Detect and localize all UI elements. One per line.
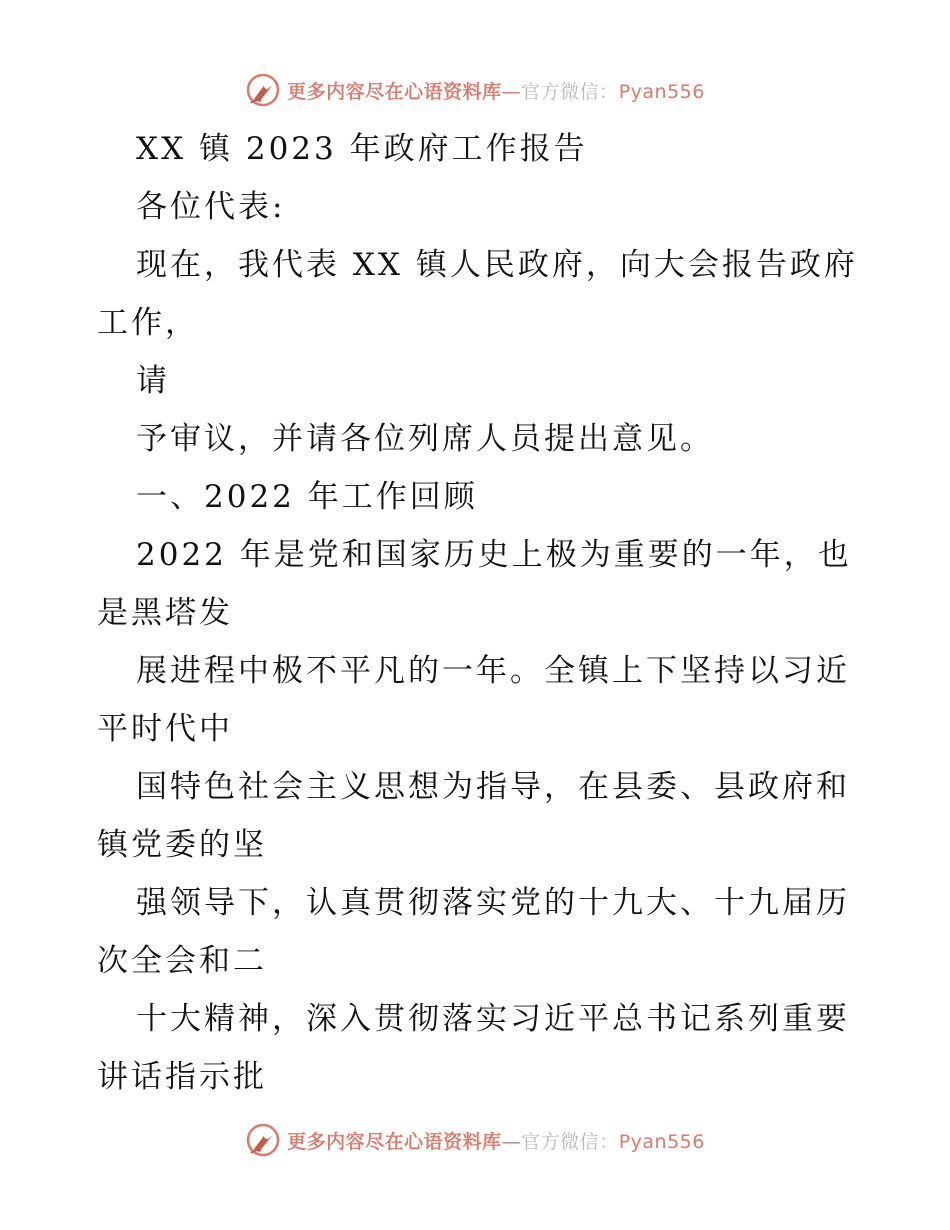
paragraph-line: 予审议，并请各位列席人员提出意见。	[136, 421, 714, 457]
paragraph-line: 讲话指示批	[97, 1059, 267, 1095]
paragraph-line: 现在，我代表 XX 镇人民政府，向大会报告政府	[136, 247, 858, 283]
footer-watermark	[0, 1120, 950, 1160]
pen-nib-logo-icon	[245, 1122, 281, 1158]
watermark-wechat-id: Pyan556	[618, 1130, 705, 1153]
watermark-brand-text: 更多内容尽在心语资料库	[287, 1130, 502, 1153]
paragraph-line: 强领导下，认真贯彻落实党的十九大、十九届历	[136, 885, 850, 921]
paragraph-line: 展进程中极不平凡的一年。全镇上下坚持以习近	[136, 653, 850, 689]
paragraph-line: 2022 年是党和国家历史上极为重要的一年，也	[136, 537, 852, 573]
watermark-separator: —	[501, 1130, 522, 1153]
watermark-official-label: 官方微信：	[521, 1130, 619, 1153]
watermark-official-label: 官方微信：	[521, 80, 619, 103]
paragraph-line: 国特色社会主义思想为指导，在县委、县政府和	[136, 769, 850, 805]
section-heading: 一、2022 年工作回顾	[136, 479, 478, 515]
watermark-brand-text: 更多内容尽在心语资料库	[287, 80, 502, 103]
paragraph-line: 是黑塔发	[97, 595, 233, 631]
document-title: XX 镇 2023 年政府工作报告	[136, 131, 588, 167]
paragraph-line: 镇党委的坚	[97, 827, 267, 863]
paragraph-line: 请	[136, 363, 170, 399]
watermark-wechat-id: Pyan556	[618, 80, 705, 103]
pen-nib-logo-icon	[245, 72, 281, 108]
paragraph-line: 平时代中	[97, 711, 233, 747]
paragraph-line: 工作，	[97, 305, 199, 341]
salutation: 各位代表:	[136, 189, 286, 225]
header-watermark	[0, 70, 950, 110]
paragraph-line: 十大精神，深入贯彻落实习近平总书记系列重要	[136, 1001, 850, 1037]
paragraph-line: 次全会和二	[97, 943, 267, 979]
document-body	[97, 120, 857, 1106]
watermark-separator: —	[501, 80, 522, 103]
